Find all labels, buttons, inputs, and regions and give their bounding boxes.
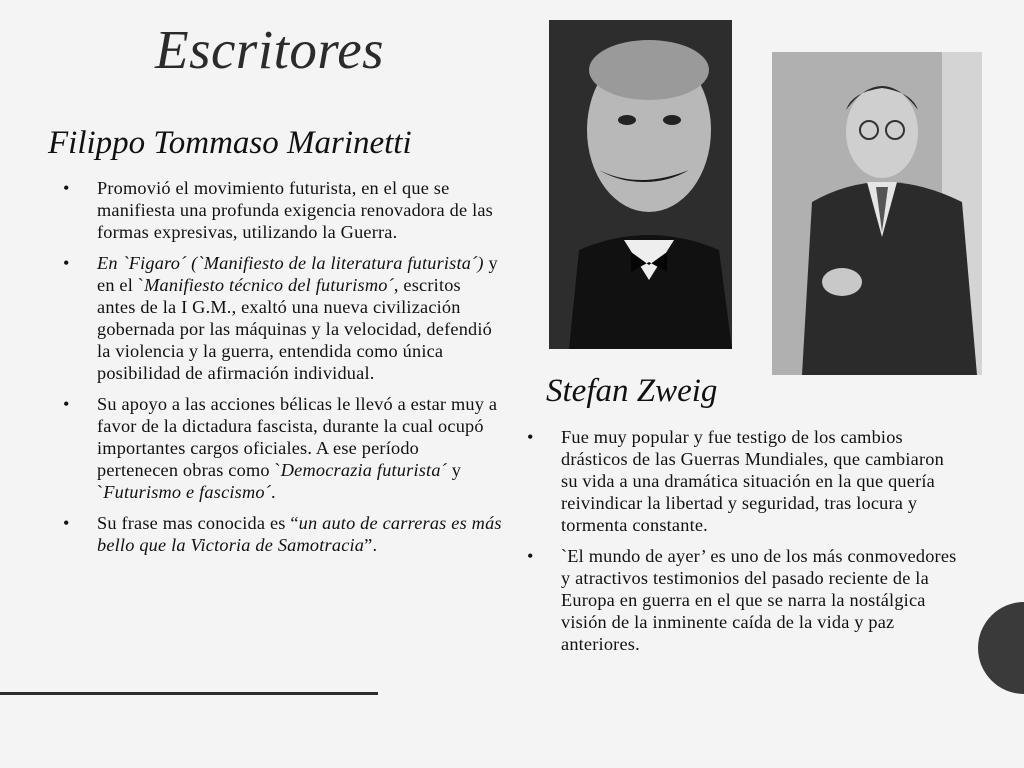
italic-text-segment: En `Figaro´ (`Manifiesto de la literatura futurista´) (97, 253, 484, 273)
text-segment: Promovió el movimiento futurista, en el que se manifiesta una profunda exigencia renovadora de las formas expresivas, utilizando la Guerra. (97, 178, 493, 242)
marinetti-bullet-list (63, 177, 503, 565)
marinetti-portrait-illustration (549, 20, 732, 349)
text-segment: , escritos antes de la I G.M., exaltó una nueva civilización gobernada por las máquinas y la velocidad, defendió la violencia y la guerra, entendida como única posibilidad de afirmación individual. (97, 275, 492, 383)
text-segment: . (271, 482, 276, 502)
slide-title: Escritores (155, 19, 385, 80)
marinetti-bullet-item (63, 393, 503, 503)
italic-text-segment: Futurismo e fascismo´ (103, 482, 272, 502)
marinetti-portrait-photo (549, 20, 732, 349)
text-segment: y ` (97, 460, 462, 502)
text-segment: ”. (364, 535, 378, 555)
italic-text-segment: Manifiesto técnico del futurismo´ (144, 275, 394, 295)
italic-text-segment: un auto de carreras es más bello que la Victoria de Samotracia (97, 513, 502, 555)
zweig-bullet-item (527, 545, 957, 655)
text-segment: `El mundo de ayer’ es uno de los más conmovedores y atractivos testimonios del pasado reciente de la Europa en guerra en el que se narra la nostálgica visión de la inminente caída de la vida y paz anteriores. (561, 546, 957, 654)
bottom-divider-line (0, 692, 378, 695)
marinetti-bullet-item (63, 252, 503, 384)
zweig-portrait-illustration (772, 52, 982, 375)
text-segment: y en el ` (97, 253, 498, 295)
marinetti-bullet-item (63, 512, 503, 556)
zweig-heading: Stefan Zweig (546, 373, 718, 409)
decorative-circle (978, 602, 1024, 694)
zweig-bullet-list (527, 426, 957, 664)
zweig-portrait-photo (772, 52, 982, 375)
text-segment: Su apoyo a las acciones bélicas le llevó a estar muy a favor de la dictadura fascista, durante la cual ocupó importantes cargos oficiales. A ese período pertenecen obras como ` (97, 394, 498, 480)
marinetti-bullet-item (63, 177, 503, 243)
marinetti-heading: Filippo Tommaso Marinetti (48, 125, 412, 161)
italic-text-segment: Democrazia futurista´ (280, 460, 447, 480)
zweig-bullet-item (527, 426, 957, 536)
text-segment: Fue muy popular y fue testigo de los cambios drásticos de las Guerras Mundiales, que cambiaron su vida a una dramática situación en la que quería reivindicar la libertad y seguridad, tras locura y tormenta constante. (561, 427, 944, 535)
text-segment: Su frase mas conocida es “ (97, 513, 299, 533)
